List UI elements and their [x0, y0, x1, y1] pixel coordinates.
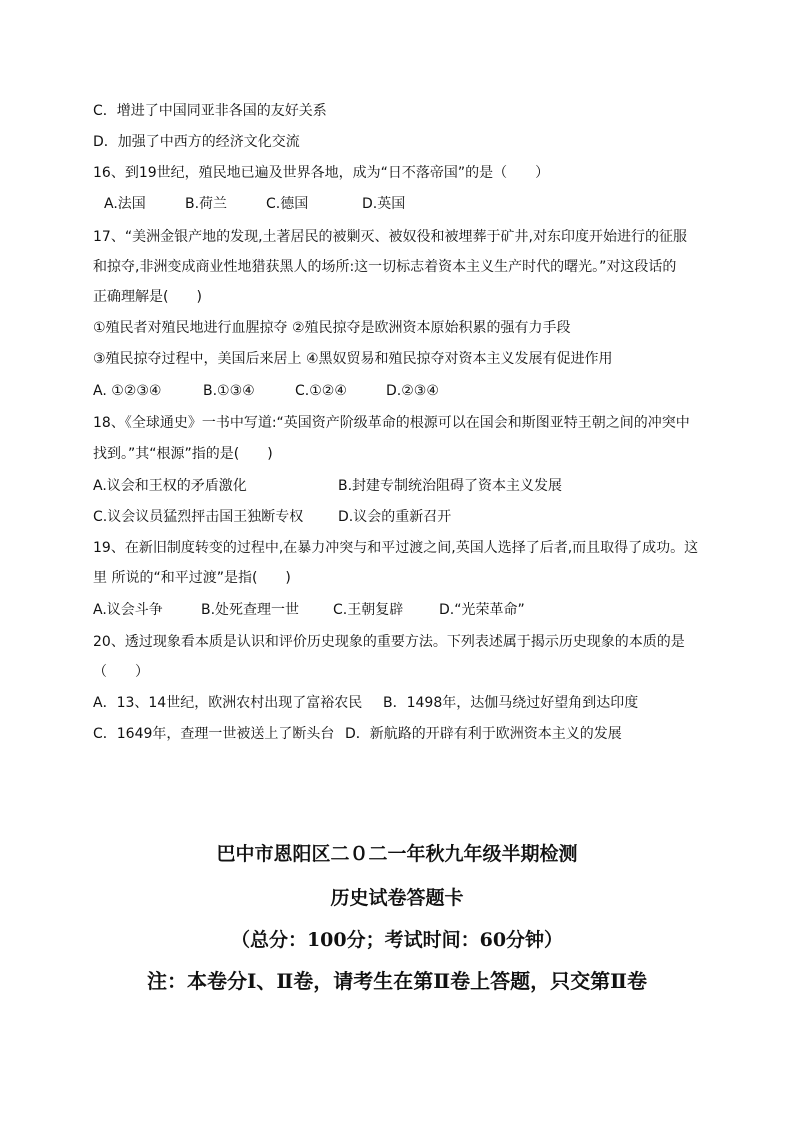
- q20-options-row-1: [93, 693, 638, 713]
- q18-option-b: B.封建专制统治阻碍了资本主义发展: [338, 478, 563, 494]
- q18-stem-line-1: 18、《全球通史》一书中写道:“英国资产阶级革命的根源可以在国会和斯图亚特王朝之间的冲突中: [93, 415, 690, 431]
- q17-statements-1: ①殖民者对殖民地进行血腥掠夺 ②殖民掠夺是欧洲资本原始积累的强有力手段: [93, 320, 571, 336]
- q18-options-row-1: [93, 476, 562, 496]
- q19-option-b: B.处死查理一世: [201, 602, 300, 618]
- q18-option-d: D.议会的重新召开: [338, 509, 452, 525]
- q17-stem-line-3: 正确理解是( ): [93, 289, 202, 305]
- q17-stem-line-1: 17、“美洲金银产地的发现,土著居民的被剿灭、被奴役和被埋葬于矿井,对东印度开始进行的征服: [93, 229, 687, 245]
- q20-stem-line-1: 20、透过现象看本质是认识和评价历史现象的重要方法。下列表述属于揭示历史现象的本质的是: [93, 634, 685, 650]
- q16-option-c: C.德国: [266, 196, 309, 212]
- q17-option-b: B.①③④: [203, 383, 255, 399]
- q17-options: [93, 381, 439, 401]
- q19-option-d: D.“光荣革命”: [439, 602, 525, 618]
- q19-option-c: C.王朝复辟: [333, 602, 404, 618]
- q17-statements-2: ③殖民掠夺过程中，美国后来居上 ④黑奴贸易和殖民掠夺对资本主义发展有促进作用: [93, 351, 613, 367]
- q20-stem-line-2: （ ）: [93, 664, 149, 680]
- q20-option-c: C．1649年，查理一世被送上了断头台: [93, 726, 335, 742]
- q20-option-b: B．1498年，达伽马绕过好望角到达印度: [383, 695, 639, 711]
- q18-option-a: A.议会和王权的矛盾激化: [93, 478, 247, 494]
- answer-card-note: 注：本卷分Ⅰ、Ⅱ卷，请考生在第Ⅱ卷上答题，只交第Ⅱ卷: [147, 969, 647, 993]
- answer-card-score-time: （总分：100分；考试时间：60分钟）: [230, 929, 564, 951]
- q18-option-c: C.议会议员猛烈抨击国王独断专权: [93, 509, 304, 525]
- q20-options-row-2: [93, 724, 622, 744]
- answer-card-title: 巴中市恩阳区二０二一年秋九年级半期检测: [216, 843, 578, 865]
- q19-stem-line-2: 里 所说的“和平过渡”是指( ): [93, 570, 291, 586]
- q19-options: [93, 600, 525, 620]
- q16-option-b: B.荷兰: [185, 196, 228, 212]
- q17-option-c: C.①②④: [295, 383, 347, 399]
- q17-stem-line-2: 和掠夺,非洲变成商业性地猎获黑人的场所:这一切标志着资本主义生产时代的曙光。”对这段话的: [93, 259, 677, 275]
- answer-card-subtitle: 历史试卷答题卡: [330, 887, 464, 909]
- q19-option-a: A.议会斗争: [93, 602, 163, 618]
- q15-option-d: D．加强了中西方的经济文化交流: [93, 134, 300, 150]
- q18-options-row-2: [93, 507, 451, 527]
- q18-stem-line-2: 找到。”其“根源”指的是( ): [93, 446, 273, 462]
- q17-option-a: A. ①②③④: [93, 383, 162, 399]
- q16-stem: 16、到19世纪，殖民地已遍及世界各地，成为“日不落帝国”的是（ ）: [93, 165, 550, 181]
- q15-option-c: C．增进了中国同亚非各国的友好关系: [93, 103, 327, 119]
- q17-option-d: D.②③④: [386, 383, 439, 399]
- q20-option-d: D．新航路的开辟有利于欧洲资本主义的发展: [345, 726, 622, 742]
- q20-option-a: A．13、14世纪，欧洲农村出现了富裕农民: [93, 695, 363, 711]
- q19-stem-line-1: 19、在新旧制度转变的过程中,在暴力冲突与和平过渡之间,英国人选择了后者,而且取得了成功。这: [93, 540, 699, 556]
- q16-option-a: A.法国: [104, 196, 146, 212]
- q16-option-d: D.英国: [362, 196, 406, 212]
- q16-options: [104, 194, 405, 214]
